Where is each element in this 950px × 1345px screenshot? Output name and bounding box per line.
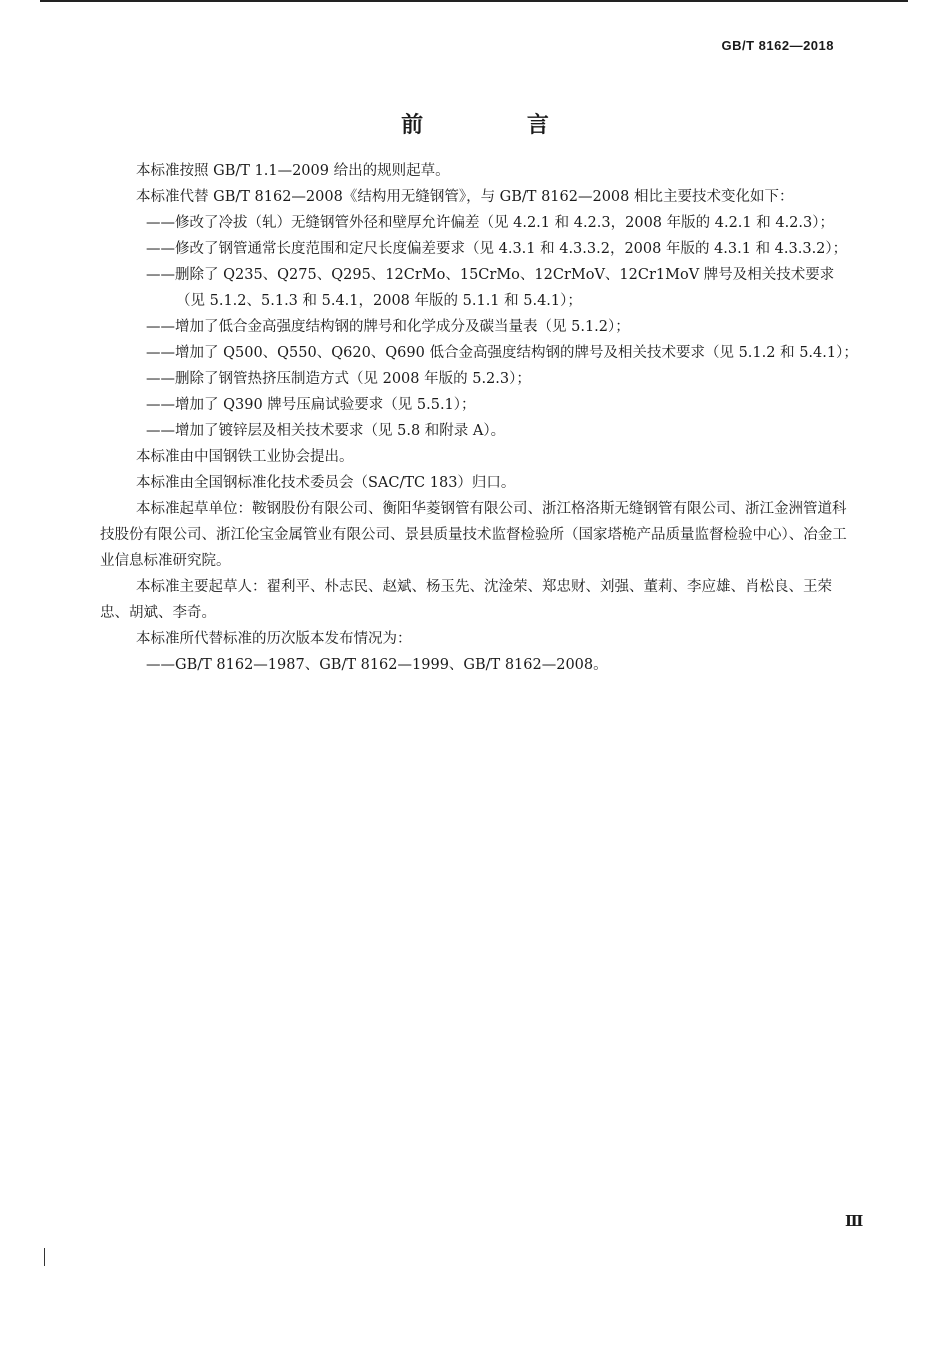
paragraph: 本标准由全国钢标准化技术委员会（SAC/TC 183）归口。 (136, 475, 516, 491)
paragraph: 本标准起草单位：鞍钢股份有限公司、衡阳华菱钢管有限公司、浙江格洛斯无缝钢管有限公司、浙江金洲管道科技股份有限公司、浙江伦宝金属管业有限公司、景县质量技术监督检验所（国家塔桅产品质量监督检验中心）、冶金工业信息标准研究院。 (100, 501, 847, 569)
change-item: ——增加了镀锌层及相关技术要求（见 5.8 和附录 A）。 (146, 423, 506, 439)
change-item: ——修改了钢管通常长度范围和定尺长度偏差要求（见 4.3.1 和 4.3.3.2，2008 年版的 4.3.1 和 4.3.3.2）； (146, 241, 848, 257)
paragraph: 本标准所代替标准的历次版本发布情况为： (136, 631, 412, 647)
scan-mark (44, 1248, 45, 1266)
paragraph: 本标准主要起草人：翟利平、朴志民、赵斌、杨玉先、沈淦荣、郑忠财、刘强、董莉、李应雄、肖松良、王荣忠、胡斌、李奇。 (100, 579, 832, 621)
change-item: ——增加了 Q500、Q550、Q620、Q690 低合金高强度结构钢的牌号及相关技术要求（见 5.1.2 和 5.4.1）； (146, 345, 858, 361)
top-rule (40, 0, 908, 2)
page-number: Ⅲ (845, 1212, 864, 1230)
change-item: ——删除了钢管热挤压制造方式（见 2008 年版的 5.2.3）； (146, 371, 531, 387)
change-item: ——删除了 Q235、Q275、Q295、12CrMo、15CrMo、12CrMoV、12Cr1MoV 牌号及相关技术要求（见 5.1.2、5.1.3 和 5.4.1，2008 年版的 5.1.1 和 5.4.1）； (146, 267, 835, 309)
change-item: ——GB/T 8162—1987、GB/T 8162—1999、GB/T 8162—2008。 (146, 657, 608, 673)
paragraph: 本标准由中国钢铁工业协会提出。 (136, 449, 354, 465)
page-title: 前 言 (401, 113, 597, 138)
change-item: ——增加了低合金高强度结构钢的牌号和化学成分及碳当量表（见 5.1.2）； (146, 319, 630, 335)
paragraph: 本标准按照 GB/T 1.1—2009 给出的规则起草。 (136, 163, 450, 179)
paragraph: 本标准代替 GB/T 8162—2008《结构用无缝钢管》，与 GB/T 8162—2008 相比主要技术变化如下： (136, 189, 794, 205)
change-item: ——增加了 Q390 牌号压扁试验要求（见 5.5.1）； (146, 397, 476, 413)
standard-code: GB/T 8162—2018 (721, 38, 834, 53)
change-item: ——修改了冷拔（轧）无缝钢管外径和壁厚允许偏差（见 4.2.1 和 4.2.3，2008 年版的 4.2.1 和 4.2.3）； (146, 215, 834, 231)
foreword-body (100, 158, 860, 678)
